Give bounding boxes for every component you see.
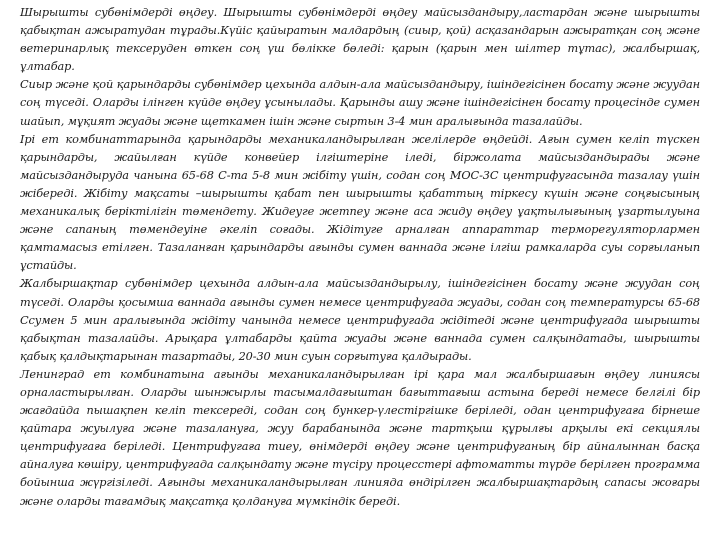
paragraph-mechanized-lines: Ірі ет комбинаттарында қарындарды механикаландырылған желілерде өңдейді. Ағын сумен келіп түскен қарындарды, жайылған күйде конвейер ілгіштеріне іледі, біржолата майсыздандырады және майсыздандыруда чанына 65-68 С-та 5-8 мин жібіту үшін, содан соң МОС-3С центрифугасында тазалау үшін жібереді. Жібіту мақсаты –шырышты қабат пен шырышты қабаттың тіркесу күшін және соңғысының механикалық беріктілігін төмендету. Жидеуге жетпеу және аса жиду өңдеу ұақтылығының ұзартылуына және сапаның төмендеуіне әкеліп соғады. Жідітуге арналған аппараттар терморегуляторлармен қамтамасыз етілген. Тазаланған қарындарды ағынды сумен ваннада және ілгіш рамкаларда суы сорғыланып ұстайды. bbox=[20, 132, 700, 273]
paragraph-leningrad-plant: Ленинград ет комбинатына ағынды механикаландырылған ірі қара мал жалбыршағын өңдеу линиясы орналастырылған. Оларды шынжырлы тасымалдағыштан бағыттағыш астына береді немесе белгілі бір жағдайда пышақпен келіп тексереді, содан соң бункер-үлестіргішке беріледі, одан центрифугаға бірнеше қайтара жуылуға және тазалануға, жуу барабанында және тартқыш құрылғы арқылы екі секциялы центрифугаға беріледі. Центрифугаға тиеу, өнімдерді өңдеу және центрифуганың бір айналыннан басқа айналуға көшіру, центрифугада салқындату және түсіру процесстері афтоматты түрде берілген программа бойынша жүргізіледі. Ағынды механикаландырылған линияда өндірілген жалбыршақтардың сапасы жоғары және оларды тағамдық мақсатқа қолдануға мүмкіндік береді. bbox=[20, 367, 700, 508]
paragraph-stomach-processing: Сиыр және қой қарындарды субөнімдер цехында алдын-ала майсыздандыру, ішіндегісінен босату және жуудан соң түседі. Оларды ілінген күйде өңдеу ұсынылады. Қарынды ашу және ішіндегісінен босату процесінде сумен шайып, мұқият жуады және щеткамен ішін және сыртын 3-4 мин аралығында тазалайды. bbox=[20, 78, 700, 128]
paragraph-omasum-processing: Жалбыршақтар субөнімдер цехында алдын-ала майсыздандырылу, ішіндегісінен босату және жуудан соң түседі. Оларды қосымша ваннада ағынды сумен немесе центрифугада жуады, содан соң температурсы 65-68 Ссумен 5 мин аралығында жідіту чанында немесе центрифугада жідітеді және центрифугада шырышты қабықтан тазалайды. Арықара ұлтабарды қайта жуады және ваннада сумен салқындатады, шырышты қабық қалдықтарынан тазартады, 20-30 мин суын сорғытуға қалдырады. bbox=[20, 277, 700, 363]
paragraph-mucous-byproducts-intro: Шырышты субөнімдерді өңдеу. Шырышты субөнімдерді өңдеу майсыздандыру,ластардан және шырышты қабықтан ажыратудан тұрады.Күйіс қайыратын малдардың (сиыр, қой) асқазандарын ажыратқан соң және ветеринарлық тексеруден өткен соң үш бөлікке бөледі: қарын (қарын мен шілтер тұтас), жалбыршақ, ұлтабар. bbox=[20, 6, 700, 74]
